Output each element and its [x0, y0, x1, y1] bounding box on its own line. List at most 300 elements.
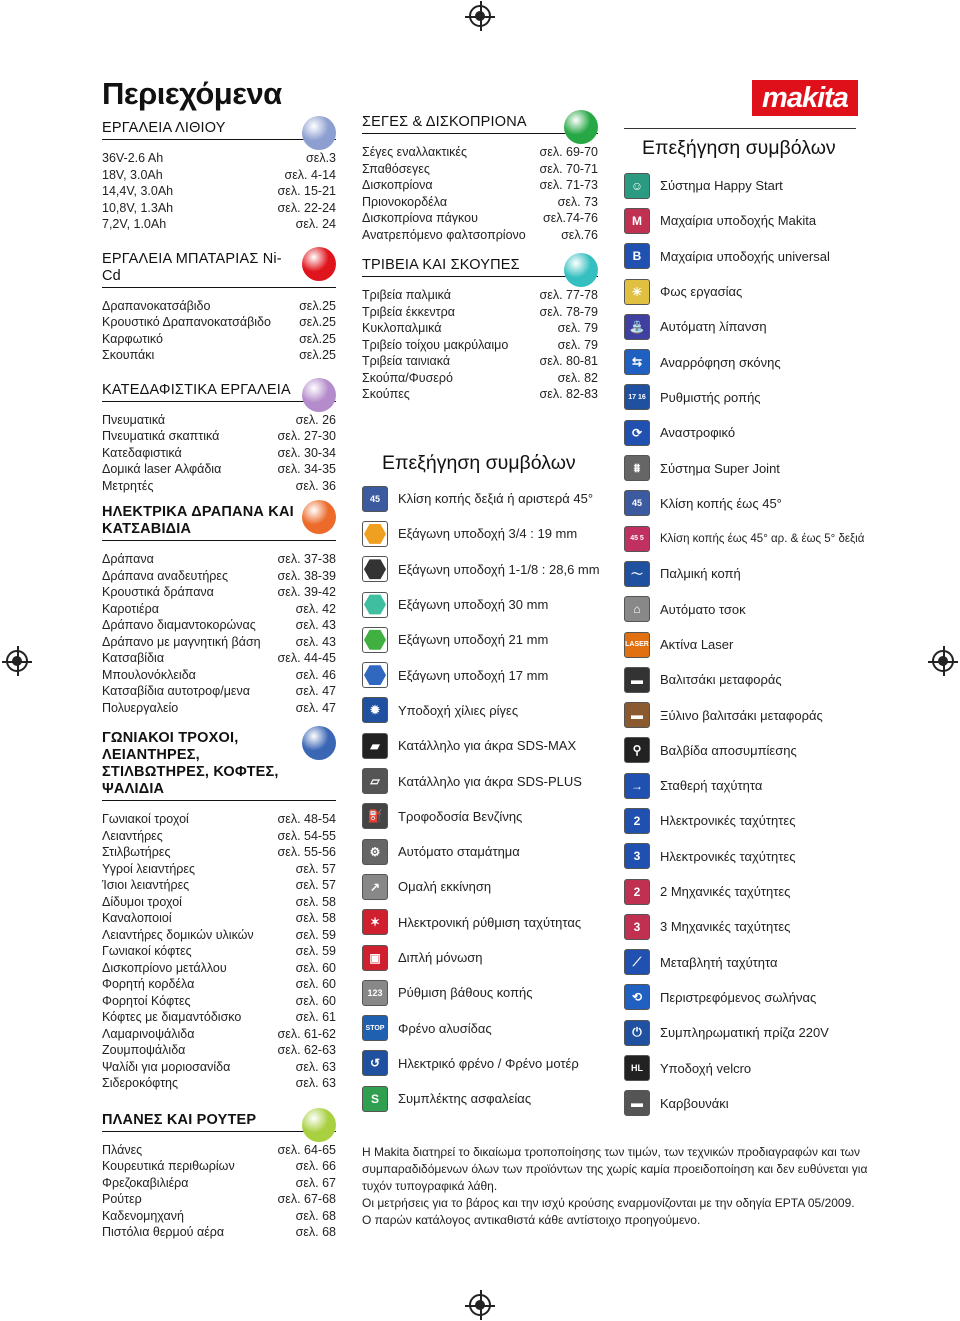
registration-mark-bottom: [469, 1294, 491, 1316]
section-rows: [102, 811, 336, 1092]
fuel-icon: ⛽: [362, 803, 388, 829]
symbol-label: Τροφοδοσία Βενζίνης: [398, 808, 523, 824]
registration-mark-right: [932, 650, 954, 672]
contents-row[interactable]: [102, 811, 336, 828]
contents-row[interactable]: [362, 194, 598, 211]
symbols-right-panel: [624, 128, 865, 1121]
mechanical-speeds-3-icon: 3: [624, 914, 650, 940]
symbol-label: Υποδοχή χίλιες ρίγες: [398, 702, 519, 718]
auto-chuck-icon: ⌂: [624, 596, 650, 622]
row-page: σελ. 46: [295, 667, 336, 682]
carry-case-icon: ▬: [624, 667, 650, 693]
row-page: σελ.25: [299, 298, 336, 313]
symbol-row: [624, 203, 856, 238]
row-label: Σκούπα/Φυσερό: [362, 370, 453, 385]
symbol-label: Περιστρεφόμενος σωλήνας: [660, 989, 817, 1005]
registration-mark-left: [6, 650, 28, 672]
row-label: Σκούπες: [362, 387, 410, 401]
symbol-row: [624, 521, 865, 556]
row-page: σελ. 63: [295, 1076, 336, 1090]
contents-row[interactable]: [102, 1075, 336, 1092]
mechanical-speeds-2-icon: 2: [624, 879, 650, 905]
symbol-row: [362, 693, 612, 728]
symbol-label: Ρύθμιση βάθους κοπής: [398, 985, 533, 1001]
contents-row[interactable]: [102, 667, 336, 684]
row-label: Ανατρεπόμενο φαλτσοπρίονο: [362, 227, 526, 242]
symbol-label: Βαλβίδα αποσυμπίεσης: [660, 742, 797, 758]
contents-row[interactable]: [102, 993, 336, 1010]
symbol-row: [362, 657, 612, 692]
contents-row[interactable]: [102, 861, 336, 878]
section-color-dot-icon: [302, 116, 336, 150]
symbol-row: [624, 803, 856, 838]
row-page: σελ. 36: [295, 478, 336, 493]
symbol-row: [624, 415, 856, 450]
row-label: Δισκοπρίονο μετάλλου: [102, 960, 227, 975]
contents-row[interactable]: [102, 634, 336, 651]
contents-row[interactable]: [102, 445, 336, 462]
contents-row[interactable]: [362, 320, 598, 337]
row-page: σελ. 71-73: [539, 178, 598, 192]
row-label: Σκουπάκι: [102, 348, 155, 362]
symbol-row: [624, 662, 856, 697]
super-joint-icon: ⩩: [624, 455, 650, 481]
contents-row[interactable]: [102, 844, 336, 861]
symbol-row: [362, 728, 612, 763]
contents-row[interactable]: [102, 943, 336, 960]
row-label: 10,8V, 1.3Ah: [102, 200, 174, 215]
velcro-icon: HL: [624, 1055, 650, 1081]
row-label: Ρούτερ: [102, 1192, 142, 1206]
contents-row[interactable]: [102, 331, 336, 348]
row-label: Σιδεροκόφτης: [102, 1076, 178, 1090]
contents-row[interactable]: [102, 314, 336, 331]
row-label: Κατεδαφιστικά: [102, 445, 182, 460]
symbol-label: 3 Μηχανικές ταχύτητες: [660, 919, 791, 935]
row-label: Ψαλίδι για μοριοσανίδα: [102, 1059, 231, 1074]
row-label: Δράπανα αναδευτήρες: [102, 568, 228, 583]
symbol-row: [624, 344, 856, 379]
row-page: σελ. 47: [295, 684, 336, 698]
row-label: Κυκλοπαλμικά: [362, 321, 442, 335]
contents-row[interactable]: [102, 617, 336, 634]
row-page: σελ. 78-79: [539, 304, 598, 319]
section-rows: [362, 144, 598, 243]
bevel-45-icon: 45: [624, 490, 650, 516]
contents-row[interactable]: [102, 183, 336, 200]
row-page: σελ.74-76: [543, 211, 598, 225]
contents-row[interactable]: [102, 1142, 336, 1159]
symbol-row: [624, 592, 856, 627]
symbol-label: Υποδοχή velcro: [660, 1060, 752, 1076]
row-page: σελ. 69-70: [539, 145, 598, 159]
row-label: Λειαντήρες: [102, 828, 163, 843]
contents-row[interactable]: [102, 877, 336, 894]
symbol-label: Εξάγωνη υποδοχή 1-1/8 : 28,6 mm: [398, 561, 600, 577]
row-label: Δίδυμοι τροχοί: [102, 894, 182, 909]
symbol-row: [624, 274, 856, 309]
symbol-label: Αναρρόφηση σκόνης: [660, 354, 781, 370]
row-page: σελ. 22-24: [277, 200, 336, 215]
wooden-case-icon: ▬: [624, 702, 650, 728]
hexagon-shape-icon: [364, 523, 386, 545]
row-page: σελ. 79: [557, 321, 598, 335]
contents-row[interactable]: [362, 370, 598, 387]
contents-row[interactable]: [362, 161, 598, 178]
row-page: σελ. 67-68: [277, 1192, 336, 1206]
section-nicd: [102, 251, 336, 364]
symbol-label: Κατάλληλο για άκρα SDS-PLUS: [398, 773, 582, 789]
row-page: σελ. 62-63: [277, 1043, 336, 1057]
symbol-label: Ακτίνα Laser: [660, 637, 734, 652]
symbol-row: [362, 516, 612, 551]
row-label: Ζουμποψάλιδα: [102, 1043, 186, 1057]
section-planers: [102, 1112, 336, 1241]
symbol-row: [624, 733, 856, 768]
row-page: σελ. 58: [295, 894, 336, 909]
symbol-label: Συμπλέκτης ασφαλείας: [398, 1091, 532, 1107]
contents-row[interactable]: [362, 304, 598, 321]
symbol-row: [624, 380, 856, 415]
row-label: Τριβεία έκκεντρα: [362, 304, 455, 319]
symbol-label: Συμπληρωματική πρίζα 220V: [660, 1025, 829, 1041]
contents-middle-column: [362, 114, 598, 403]
contents-row[interactable]: [102, 1009, 336, 1026]
row-label: Φορητή κορδέλα: [102, 977, 195, 991]
bevel-45-5-icon: 45 5: [624, 526, 650, 552]
row-page: σελ. 79: [557, 337, 598, 352]
symbol-row: [624, 450, 856, 485]
symbol-row: [362, 940, 612, 975]
symbol-label: Κλίση κοπής έως 45° αρ. & έως 5° δεξιά: [660, 532, 865, 545]
symbol-row: [624, 1050, 856, 1085]
footer-line-1: Η Makita διατηρεί το δικαίωμα τροποποίησης των τιμών, των τεχνικών προδιαγραφών και των συμπαραδιδόμενων όλων των προϊόντων της χωρίς καμία προειδοποίηση και δεν ευθύνεται για τυχόν τυπογραφικά λάθη.: [362, 1145, 868, 1193]
row-label: Καδενομηχανή: [102, 1208, 184, 1223]
page-title: Περιεχόμενα: [102, 76, 282, 111]
symbol-label: Εξάγωνη υποδοχή 21 mm: [398, 632, 549, 648]
row-label: Πνευματικά σκαπτικά: [102, 429, 220, 443]
symbol-label: Ξύλινο βαλιτσάκι μεταφοράς: [660, 707, 823, 723]
symbols-list-right: [624, 168, 865, 1121]
row-page: σελ.25: [299, 315, 336, 329]
contents-row[interactable]: [102, 347, 336, 364]
row-label: 14,4V, 3.0Ah: [102, 184, 174, 198]
hexagon-shape-icon: [364, 664, 386, 686]
contents-row[interactable]: [102, 828, 336, 845]
row-label: Τριβεία ταινιακά: [362, 354, 451, 368]
contents-row[interactable]: [102, 1026, 336, 1043]
section-rows: [102, 1142, 336, 1241]
makita-logo: makita: [752, 80, 858, 116]
section-title: ΕΡΓΑΛΕΙΑ ΜΠΑΤΑΡΙΑΣ Ni-Cd: [102, 251, 336, 288]
symbol-row: [362, 763, 612, 798]
section-saws: [362, 114, 598, 243]
symbol-row: [624, 909, 856, 944]
symbol-label: Κατάλληλο για άκρα SDS-MAX: [398, 738, 577, 754]
symbol-row: [624, 239, 856, 274]
row-page: σελ. 70-71: [539, 161, 598, 176]
contents-row[interactable]: [102, 700, 336, 717]
symbol-row: [362, 1010, 612, 1045]
contents-row[interactable]: [102, 976, 336, 993]
hex-orange-icon: [362, 521, 388, 547]
auto-stop-icon: ⚙: [362, 839, 388, 865]
contents-row[interactable]: [102, 1208, 336, 1225]
symbol-label: Εξάγωνη υποδοχή 30 mm: [398, 597, 549, 613]
soft-start-icon: ↗: [362, 874, 388, 900]
symbol-row: [362, 905, 612, 940]
row-label: Δραπανοκατσάβιδο: [102, 298, 211, 313]
symbols-middle-panel: [362, 452, 612, 1116]
row-label: 36V-2.6 Ah: [102, 151, 164, 165]
contents-row[interactable]: [102, 1158, 336, 1175]
hexagon-shape-icon: [364, 558, 386, 580]
symbol-label: Ηλεκτρονικές ταχύτητες: [660, 848, 796, 864]
auxiliary-socket-icon: ⏻: [624, 1020, 650, 1046]
symbol-row: [362, 834, 612, 869]
decompression-valve-icon: ⚲: [624, 737, 650, 763]
symbol-label: Κλίση κοπής δεξιά ή αριστερά 45°: [398, 491, 594, 507]
section-color-dot-icon: [302, 378, 336, 412]
row-page: σελ. 66: [295, 1159, 336, 1173]
contents-row[interactable]: [102, 150, 336, 167]
symbol-row: [362, 975, 612, 1010]
row-label: Κατσαβίδια: [102, 651, 165, 665]
symbol-label: Καρβουνάκι: [660, 1095, 729, 1111]
row-page: σελ. 27-30: [277, 429, 336, 443]
row-page: σελ. 42: [295, 601, 336, 616]
symbol-label: Σταθερή ταχύτητα: [660, 778, 763, 794]
contents-row[interactable]: [102, 412, 336, 429]
row-label: Τριβεία παλμικά: [362, 288, 451, 302]
double-insulation-icon: ▣: [362, 945, 388, 971]
contents-row[interactable]: [102, 298, 336, 315]
contents-row[interactable]: [362, 227, 598, 244]
sds-max-icon: ▰: [362, 733, 388, 759]
contents-row[interactable]: [362, 144, 598, 161]
contents-row[interactable]: [102, 1191, 336, 1208]
swivel-hose-icon: ⟲: [624, 984, 650, 1010]
section-rows: [102, 298, 336, 364]
row-page: σελ.25: [299, 348, 336, 362]
section-title: ΗΛΕΚΤΡΙΚΑ ΔΡΑΠΑΝΑ ΚΑΙ ΚΑΤΣΑΒΙΔΙΑ: [102, 504, 336, 541]
section-color-dot-icon: [564, 253, 598, 287]
row-page: σελ. 67: [295, 1175, 336, 1190]
hex-blue-icon: [362, 662, 388, 688]
contents-row[interactable]: [362, 386, 598, 403]
symbols-list-mid: [362, 481, 612, 1116]
footer-line-3: Ο παρών κατάλογος αντικαθιστά κάθε αντίστοιχο προηγούμενο.: [362, 1213, 701, 1227]
row-page: σελ. 54-55: [277, 828, 336, 843]
section-drills: [102, 504, 336, 716]
electronic-speeds-2-icon: 2: [624, 808, 650, 834]
row-page: σελ. 60: [295, 960, 336, 975]
symbol-row: [362, 552, 612, 587]
section-rows: [102, 551, 336, 716]
symbol-row: [362, 869, 612, 904]
contents-row[interactable]: [102, 200, 336, 217]
row-label: Δράπανο με μαγνητική βάση: [102, 634, 261, 649]
symbol-row: [362, 799, 612, 834]
symbol-row: [624, 1015, 856, 1050]
bevel-45-both-icon: 45: [362, 486, 388, 512]
symbol-row: [624, 486, 856, 521]
row-page: σελ. 48-54: [277, 812, 336, 826]
contents-row[interactable]: [102, 1042, 336, 1059]
section-sanders: [362, 257, 598, 403]
contents-row[interactable]: [102, 461, 336, 478]
safety-clutch-icon: S: [362, 1086, 388, 1112]
contents-row[interactable]: [102, 927, 336, 944]
symbol-label: 2 Μηχανικές ταχύτητες: [660, 884, 791, 900]
contents-row[interactable]: [102, 428, 336, 445]
contents-row[interactable]: [102, 478, 336, 495]
electronic-speed-icon: ✶: [362, 909, 388, 935]
torque-setting-icon: 17 16: [624, 384, 650, 410]
contents-row[interactable]: [102, 551, 336, 568]
row-page: σελ. 30-34: [277, 445, 336, 460]
contents-row[interactable]: [102, 960, 336, 977]
laser-icon: LASER: [624, 632, 650, 658]
contents-row[interactable]: [102, 216, 336, 233]
makita-blade-icon: M: [624, 208, 650, 234]
symbol-row: [362, 587, 612, 622]
contents-row[interactable]: [362, 177, 598, 194]
symbol-label: Φρένο αλυσίδας: [398, 1020, 492, 1036]
hex-teal-icon: [362, 592, 388, 618]
symbol-label: Ηλεκτρικό φρένο / Φρένο μοτέρ: [398, 1055, 579, 1071]
row-label: Δισκοπρίονα: [362, 178, 433, 192]
row-page: σελ. 34-35: [277, 462, 336, 476]
symbol-label: Εξάγωνη υποδοχή 17 mm: [398, 667, 549, 683]
row-page: σελ. 55-56: [277, 845, 336, 859]
contents-row[interactable]: [102, 910, 336, 927]
row-page: σελ. 61: [295, 1010, 336, 1024]
contents-row[interactable]: [102, 683, 336, 700]
symbol-row: [362, 1046, 612, 1081]
row-label: Κατσαβίδια αυτοτροφ/μενα: [102, 684, 250, 698]
orbital-cut-icon: 〜: [624, 561, 650, 587]
auto-lubrication-icon: ⛲: [624, 314, 650, 340]
row-page: σελ.3: [306, 151, 336, 165]
row-label: Δράπανο διαμαντοκορώνας: [102, 618, 256, 632]
contents-row[interactable]: [362, 353, 598, 370]
symbol-row: [624, 556, 856, 591]
contents-row[interactable]: [102, 650, 336, 667]
hexagon-shape-icon: [364, 629, 386, 651]
row-label: Δράπανα: [102, 552, 154, 566]
symbol-label: Σύστημα Happy Start: [660, 178, 783, 194]
row-page: σελ. 59: [295, 927, 336, 942]
row-page: σελ. 39-42: [277, 585, 336, 599]
row-page: σελ. 60: [295, 993, 336, 1008]
symbol-label: Εξάγωνη υποδοχή 3/4 : 19 mm: [398, 526, 578, 542]
contents-row[interactable]: [102, 1224, 336, 1241]
section-title: ΠΛΑΝΕΣ ΚΑΙ ΡΟΥΤΕΡ: [102, 1112, 336, 1132]
row-page: σελ. 38-39: [277, 568, 336, 583]
symbol-row: [624, 874, 856, 909]
row-page: σελ. 44-45: [277, 651, 336, 665]
row-label: Κουρευτικά περιθωρίων: [102, 1159, 235, 1173]
row-label: Δισκοπρίονα πάγκου: [362, 211, 478, 225]
row-label: Φρεζοκαβιλιέρα: [102, 1175, 189, 1190]
cut-depth-icon: 123: [362, 980, 388, 1006]
contents-row[interactable]: [102, 568, 336, 585]
section-lithium: [102, 120, 336, 233]
symbol-row: [624, 980, 856, 1015]
carbon-brush-icon: ▬: [624, 1090, 650, 1116]
section-title: ΚΑΤΕΔΑΦΙΣΤΙΚΑ ΕΡΓΑΛΕΙΑ: [102, 382, 336, 402]
happy-start-icon: ☺: [624, 173, 650, 199]
contents-row[interactable]: [102, 167, 336, 184]
row-page: σελ. 61-62: [277, 1026, 336, 1041]
row-label: Πολυεργαλείο: [102, 700, 179, 715]
row-label: Φορητοί Κόφτες: [102, 993, 191, 1008]
symbol-label: Αυτόματο τσοκ: [660, 601, 746, 617]
row-label: Πιστόλια θερμού αέρα: [102, 1225, 225, 1239]
section-color-dot-icon: [302, 726, 336, 760]
symbol-row: [624, 309, 856, 344]
contents-row[interactable]: [102, 1059, 336, 1076]
contents-row[interactable]: [102, 1175, 336, 1192]
footer-line-2: Οι μετρήσεις για το βάρος και την ισχύ κρούσης εναρμονίζονται με την οδηγία EPTA 05/2009.: [362, 1196, 855, 1210]
contents-left-column: [102, 120, 336, 1241]
row-page: σελ. 43: [295, 618, 336, 632]
electric-brake-icon: ↺: [362, 1050, 388, 1076]
row-page: σελ. 60: [295, 977, 336, 991]
symbol-row: [624, 839, 856, 874]
reversible-icon: ⟳: [624, 420, 650, 446]
dust-extraction-icon: ⇆: [624, 349, 650, 375]
hex-black-icon: [362, 556, 388, 582]
symbol-label: Φως εργασίας: [660, 284, 743, 300]
row-label: Τριβείο τοίχου μακρύλαιμο: [362, 337, 509, 352]
contents-row[interactable]: [102, 894, 336, 911]
contents-row[interactable]: [362, 337, 598, 354]
contents-row[interactable]: [102, 601, 336, 618]
row-page: σελ. 63: [295, 1059, 336, 1074]
row-page: σελ. 58: [295, 911, 336, 925]
symbol-label: Ηλεκτρονικές ταχύτητες: [660, 813, 796, 829]
symbol-row: [624, 627, 856, 662]
symbol-row: [624, 168, 856, 203]
symbols-title-right: Επεξήγηση συμβόλων: [642, 137, 836, 159]
symbol-label: Βαλιτσάκι μεταφοράς: [660, 672, 782, 688]
contents-row[interactable]: [362, 210, 598, 227]
row-label: Μπουλονόκλειδα: [102, 667, 196, 682]
symbol-row: [624, 1086, 856, 1121]
row-page: σελ. 73: [557, 194, 598, 209]
symbol-label: Παλμική κοπή: [660, 566, 741, 582]
row-label: Κρουστικό Δραπανοκατσάβιδο: [102, 315, 271, 329]
row-label: Λαμαρινοψάλιδα: [102, 1026, 195, 1041]
symbol-row: [362, 622, 612, 657]
row-label: Πνευματικά: [102, 412, 166, 427]
row-page: σελ. 24: [295, 217, 336, 231]
section-grinders: [102, 730, 336, 1092]
row-page: σελ. 68: [295, 1225, 336, 1239]
section-title: ΓΩΝΙΑΚΟΙ ΤΡΟΧΟΙ, ΛΕΙΑΝΤΗΡΕΣ, ΣΤΙΛΒΩΤΗΡΕΣ, ΚΟΦΤΕΣ, ΨΑΛΙΔΙΑ: [102, 730, 336, 801]
section-rows: [102, 412, 336, 495]
contents-row[interactable]: [102, 584, 336, 601]
section-title: ΕΡΓΑΛΕΙΑ ΛΙΘΙΟΥ: [102, 120, 336, 140]
row-label: Καροτιέρα: [102, 601, 159, 616]
row-label: Κόφτες με διαμαντόδισκο: [102, 1010, 242, 1024]
footer-disclaimer: [362, 1144, 882, 1229]
row-page: σελ. 59: [295, 944, 336, 958]
contents-row[interactable]: [362, 287, 598, 304]
hexagon-shape-icon: [364, 594, 386, 616]
